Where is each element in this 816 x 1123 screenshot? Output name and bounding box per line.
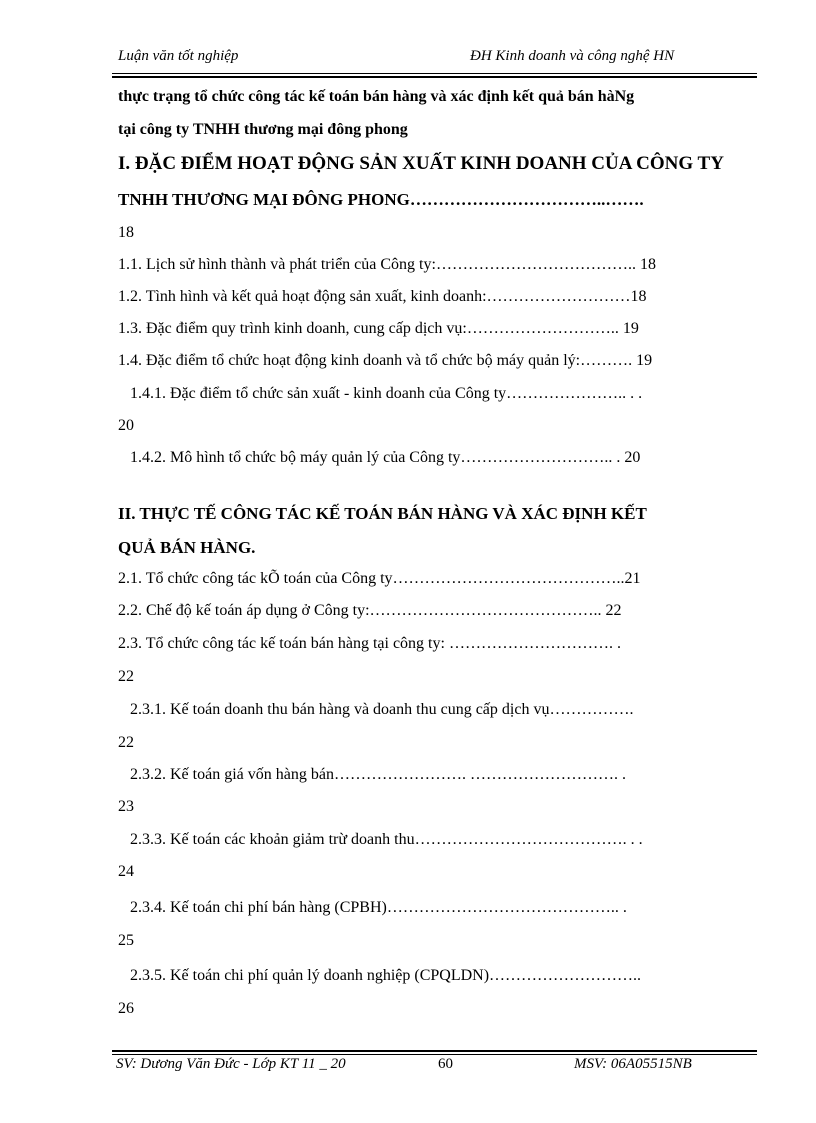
section1-page: 18 [118, 224, 134, 241]
toc-item-1-4-2: 1.4.2. Mô hình tổ chức bộ máy quản lý của Công ty……………………….. . 20 [130, 449, 641, 466]
footer-rule-thick [112, 1050, 757, 1052]
footer-page-number: 60 [438, 1056, 453, 1072]
section2-heading-line1: II. THỰC TẾ CÔNG TÁC KẾ TOÁN BÁN HÀNG VÀ XÁC ĐỊNH KẾT [118, 504, 647, 523]
toc-item-2-1: 2.1. Tổ chức công tác kÕ toán của Công ty……………………………………..21 [118, 570, 641, 587]
toc-item-1-4: 1.4. Đặc điểm tổ chức hoạt động kinh doanh và tổ chức bộ máy quản lý:………. 19 [118, 352, 653, 369]
toc-item-2-3-1: 2.3.1. Kế toán doanh thu bán hàng và doanh thu cung cấp dịch vụ……………. [130, 701, 634, 718]
toc-item-2-3-2-page: 23 [118, 798, 134, 815]
toc-item-2-3-1-page: 22 [118, 734, 134, 751]
section1-heading-line2: TNHH THƯƠNG MẠI ĐÔNG PHONG……………………………..……. [118, 190, 644, 209]
toc-item-2-3: 2.3. Tổ chức công tác kế toán bán hàng tại công ty: …………………………. . [118, 635, 621, 652]
footer-student: SV: Dương Văn Đức - Lớp KT 11 _ 20 [116, 1056, 346, 1072]
toc-item-1-4-1: 1.4.1. Đặc điểm tổ chức sản xuất - kinh doanh của Công ty………………….. . . [130, 385, 643, 402]
toc-item-2-3-2: 2.3.2. Kế toán giá vốn hàng bán……………………. ………………………. . [130, 766, 626, 783]
toc-item-1-4-1-page: 20 [118, 417, 134, 434]
footer-rule-thin [112, 1054, 757, 1055]
toc-item-2-3-3-page: 24 [118, 863, 134, 880]
toc-item-2-3-4-page: 25 [118, 932, 134, 949]
footer-student-id: MSV: 06A05515NB [574, 1056, 692, 1072]
toc-item-2-3-page: 22 [118, 668, 134, 685]
toc-item-1-2: 1.2. Tình hình và kết quả hoạt động sản xuất, kinh doanh:………………………18 [118, 288, 647, 305]
header-right: ĐH Kinh doanh và công nghệ HN [470, 48, 675, 64]
header-rule-thick [112, 76, 757, 78]
document-title-line1: thực trạng tổ chức công tác kế toán bán hàng và xác định kết quả bán hàNg [118, 88, 635, 105]
section1-heading-line1: I. ĐẶC ĐIỂM HOẠT ĐỘNG SẢN XUẤT KINH DOANH CỦA CÔNG TY [118, 153, 724, 174]
document-title-line2: tại công ty TNHH thương mại đông phong [118, 121, 408, 138]
toc-item-2-2: 2.2. Chế độ kế toán áp dụng ở Công ty:…………………………………….. 22 [118, 602, 622, 619]
section2-heading-line2: QUẢ BÁN HÀNG. [118, 538, 256, 557]
toc-item-2-3-4: 2.3.4. Kế toán chi phí bán hàng (CPBH)…………………………………….. . [130, 899, 627, 916]
header-left: Luận văn tốt nghiệp [118, 48, 239, 64]
toc-item-1-1: 1.1. Lịch sử hình thành và phát triển của Công ty:……………………………….. 18 [118, 256, 656, 273]
header-rule-thin [112, 73, 757, 74]
toc-item-2-3-3: 2.3.3. Kế toán các khoản giảm trừ doanh thu…………………………………. . . [130, 831, 643, 848]
toc-item-2-3-5: 2.3.5. Kế toán chi phí quản lý doanh nghiệp (CPQLDN)……………………….. [130, 967, 642, 984]
toc-item-1-3: 1.3. Đặc điểm quy trình kinh doanh, cung cấp dịch vụ:……………………….. 19 [118, 320, 639, 337]
toc-item-2-3-5-page: 26 [118, 1000, 134, 1017]
